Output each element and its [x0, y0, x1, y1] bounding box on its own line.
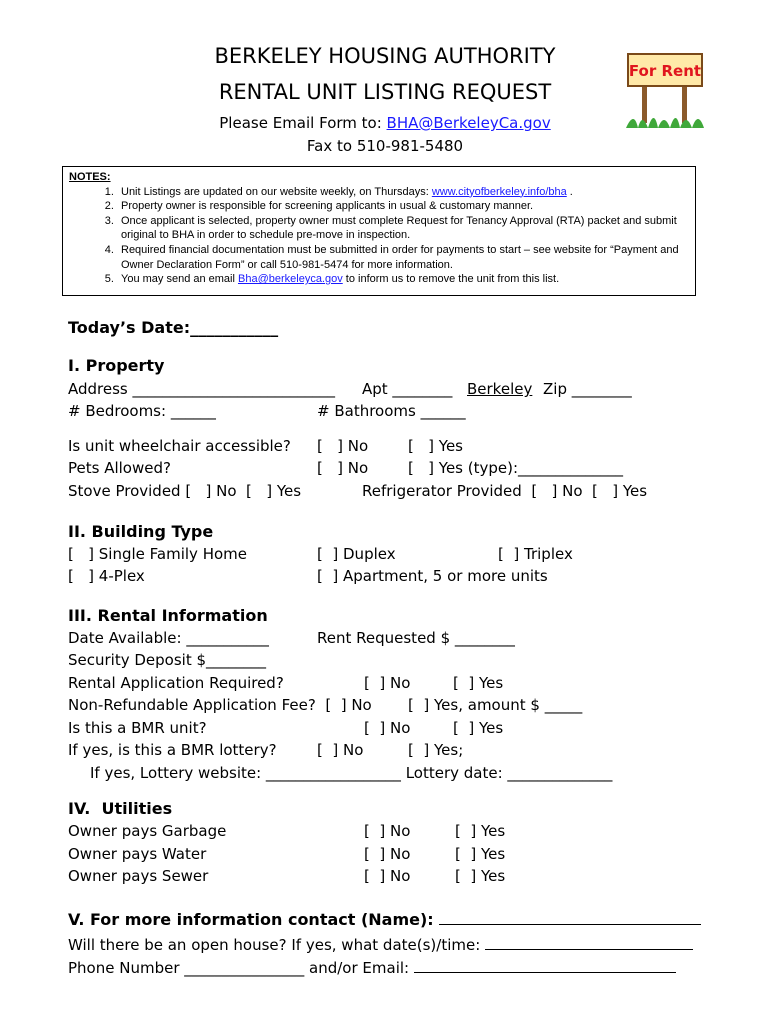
note-item: 2. Property owner is responsible for screening applicants in usual & customary manner. [117, 199, 687, 214]
address-field[interactable]: Address ___________________________ [68, 380, 336, 398]
open-house-field[interactable] [68, 935, 693, 954]
notes-box [62, 166, 696, 296]
bmr-yes-checkbox[interactable]: [ ] Yes [453, 719, 504, 737]
stove-provided-field[interactable]: Stove Provided [ ] No [ ] Yes [68, 482, 302, 500]
app-required-no-checkbox[interactable]: [ ] No [364, 674, 411, 692]
water-yes-checkbox[interactable]: [ ] Yes [455, 845, 506, 863]
contact-heading: V. For more information contact (Name): [68, 910, 440, 929]
sewer-no-checkbox[interactable]: [ ] No [364, 867, 411, 885]
note-text: You may send an email [121, 273, 238, 286]
open-house-line[interactable] [485, 935, 693, 950]
phone-email-label: Phone Number ________________ and/or Email: [68, 959, 414, 977]
zip-field[interactable]: Zip ________ [543, 380, 632, 398]
form-title-line2: RENTAL UNIT LISTING REQUEST [218, 80, 552, 104]
open-house-label: Will there be an open house? If yes, what date(s)/time: [68, 936, 486, 954]
rent-requested-field[interactable]: Rent Requested $ ________ [317, 629, 515, 647]
sewer-yes-checkbox[interactable]: [ ] Yes [455, 867, 506, 885]
fourplex-checkbox[interactable]: [ ] 4-Plex [68, 567, 145, 585]
remove-email-link[interactable]: Bha@berkeleyca.gov [238, 273, 343, 286]
note-text-end: . [566, 185, 573, 198]
apartment-checkbox[interactable]: [ ] Apartment, 5 or more units [317, 567, 548, 585]
todays-date-field[interactable]: Today’s Date:___________ [68, 318, 279, 337]
contact-name-field[interactable] [68, 910, 701, 929]
garbage-yes-checkbox[interactable]: [ ] Yes [455, 822, 506, 840]
rental-heading: III. Rental Information [68, 606, 268, 625]
note-item: 4. Required financial documentation must be submitted in order for payments to start – see website for “Payment and Owner Declaration Form” or call 510-981-5474 for more information. [117, 243, 687, 272]
note-item [117, 185, 687, 200]
notes-title: NOTES: [69, 171, 111, 183]
fridge-provided-field[interactable]: Refrigerator Provided [ ] No [ ] Yes [362, 482, 648, 500]
app-required-label: Rental Application Required? [68, 674, 284, 692]
apt-field[interactable]: Apt ________ [362, 380, 453, 398]
security-deposit-field[interactable]: Security Deposit $________ [68, 651, 267, 669]
note-item: 3. Once applicant is selected, property owner must complete Request for Tenancy Approval (RTA) packet and submit original to BHA in order to schedule pre-move in inspection. [117, 214, 687, 243]
form-title-line1: BERKELEY HOUSING AUTHORITY [214, 44, 556, 68]
utilities-heading: IV. Utilities [68, 799, 173, 818]
website-link[interactable]: www.cityofberkeley.info/bha [431, 185, 567, 198]
app-fee-field[interactable]: Non-Refundable Application Fee? [ ] No [68, 696, 372, 714]
water-no-checkbox[interactable]: [ ] No [364, 845, 411, 863]
pets-no-checkbox[interactable]: [ ] No [317, 459, 369, 477]
phone-email-field[interactable] [68, 958, 676, 977]
water-label: Owner pays Water [68, 845, 207, 863]
garbage-no-checkbox[interactable]: [ ] No [364, 822, 411, 840]
for-rent-sign-icon [624, 48, 706, 130]
pets-yes-checkbox[interactable]: [ ] Yes (type):______________ [408, 459, 624, 477]
pets-label: Pets Allowed? [68, 459, 171, 477]
note-text: Unit Listings are updated on our website weekly, on Thursdays: [121, 185, 432, 198]
single-family-checkbox[interactable]: [ ] Single Family Home [68, 545, 247, 563]
email-link[interactable]: BHA@BerkeleyCa.gov [386, 114, 551, 132]
duplex-checkbox[interactable]: [ ] Duplex [317, 545, 396, 563]
wheelchair-yes-checkbox[interactable]: [ ] Yes [408, 437, 463, 455]
bathrooms-field[interactable]: # Bathrooms ______ [317, 402, 466, 420]
lottery-label: If yes, is this a BMR lottery? [68, 741, 277, 759]
wheelchair-label: Is unit wheelchair accessible? [68, 437, 291, 455]
fax-number: Fax to 510-981-5480 [306, 137, 464, 155]
contact-name-line[interactable] [439, 910, 701, 925]
wheelchair-no-checkbox[interactable]: [ ] No [317, 437, 369, 455]
city-value: Berkeley [467, 380, 533, 398]
bedrooms-field[interactable]: # Bedrooms: ______ [68, 402, 216, 420]
date-available-field[interactable]: Date Available: ___________ [68, 629, 269, 647]
note-item [117, 272, 687, 287]
bmr-label: Is this a BMR unit? [68, 719, 207, 737]
app-fee-yes-field[interactable]: [ ] Yes, amount $ _____ [408, 696, 583, 714]
sign-text: For Rent [628, 62, 702, 80]
property-heading: I. Property [68, 356, 165, 375]
note-text-end: to inform us to remove the unit from this list. [342, 273, 560, 286]
building-heading: II. Building Type [68, 522, 214, 541]
email-prefix: Please Email Form to: [219, 114, 387, 132]
lottery-website-field[interactable]: If yes, Lottery website: __________________ Lottery date: ______________ [90, 764, 613, 782]
triplex-checkbox[interactable]: [ ] Triplex [498, 545, 573, 563]
lottery-no-checkbox[interactable]: [ ] No [317, 741, 364, 759]
sewer-label: Owner pays Sewer [68, 867, 209, 885]
bmr-no-checkbox[interactable]: [ ] No [364, 719, 411, 737]
app-required-yes-checkbox[interactable]: [ ] Yes [453, 674, 504, 692]
garbage-label: Owner pays Garbage [68, 822, 227, 840]
lottery-yes-checkbox[interactable]: [ ] Yes; [408, 741, 464, 759]
email-line[interactable] [414, 958, 676, 973]
